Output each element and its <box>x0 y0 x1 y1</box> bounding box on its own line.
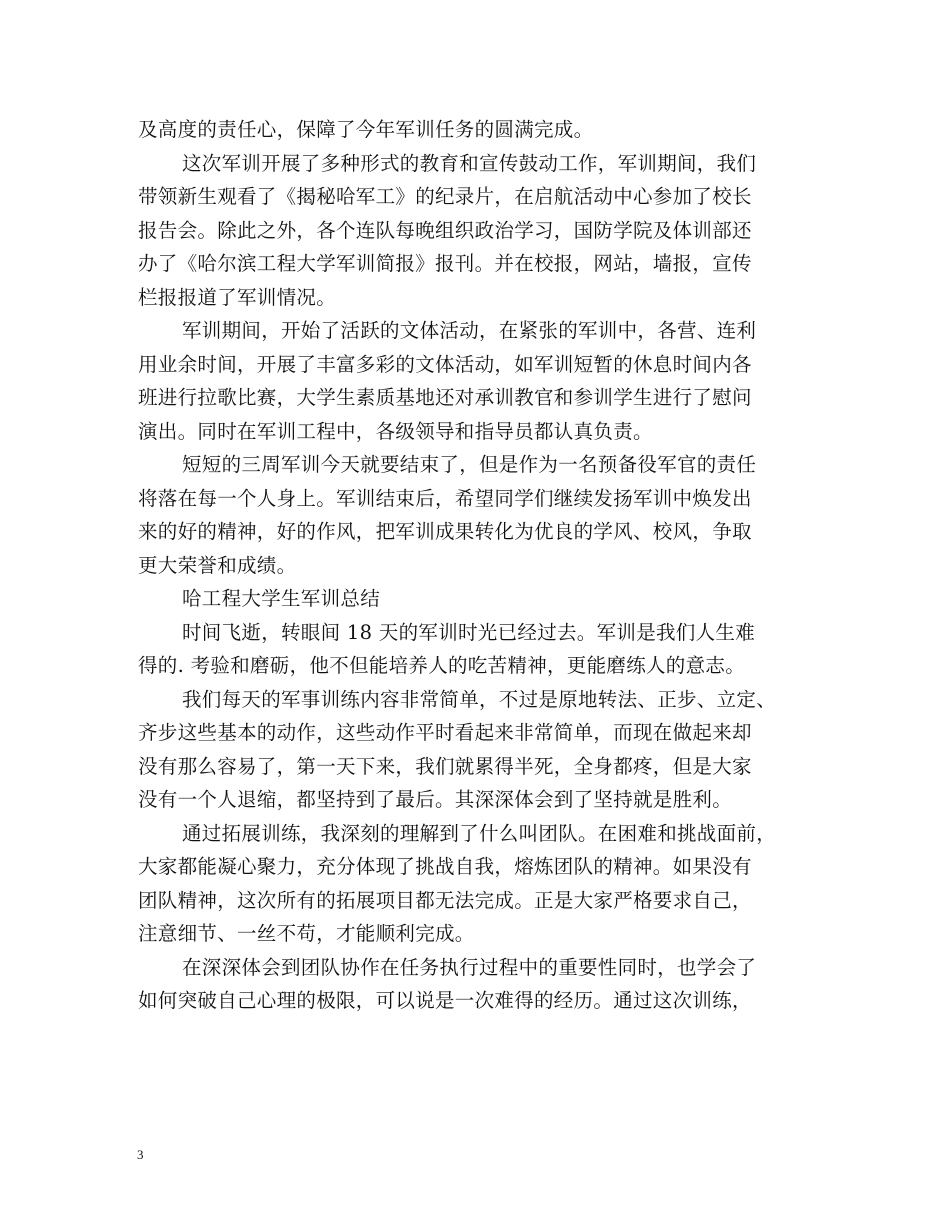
text-line: 报告会。除此之外，各个连队每晚组织政治学习，国防学院及体训部还 <box>138 218 752 242</box>
page-number: 3 <box>137 1147 144 1162</box>
text-line: 得的. 考验和磨砺，他不但能培养人的吃苦精神，更能磨练人的意志。 <box>138 654 745 677</box>
text-line: 用业余时间，开展了丰富多彩的文体活动，如军训短暂的休息时间内各 <box>138 352 752 376</box>
text-line: 齐步这些基本的动作，这些动作平时看起来非常简单，而现在做起来却 <box>138 721 752 744</box>
text-line: 短短的三周军训今天就要结束了，但是作为一名预备役军官的责任 <box>182 453 757 476</box>
text-line: 办了《哈尔滨工程大学军训简报》报刊。并在校报，网站，墙报，宣传 <box>138 252 752 275</box>
text-line: 时间飞逝，转眼间 18 天的军训时光已经过去。军训是我们人生难 <box>182 620 756 644</box>
text-line: 通过拓展训练，我深刻的理解到了什么叫团队。在困难和挑战面前， <box>182 821 777 845</box>
text-line: 来的好的精神，好的作风，把军训成果转化为优良的学风、校风，争取 <box>138 520 752 543</box>
text-line: 注意细节、一丝不苟，才能顺利完成。 <box>138 922 475 945</box>
text-line: 没有那么容易了，第一天下来，我们就累得半死，全身都疼，但是大家 <box>138 754 752 778</box>
text-line: 这次军训开展了多种形式的教育和宣传鼓动工作，军训期间，我们 <box>182 151 757 175</box>
text-line: 栏报报道了军训情况。 <box>138 285 337 309</box>
text-line: 在深深体会到团队协作在任务执行过程中的重要性同时，也学会了 <box>182 955 757 979</box>
text-line: 如何突破自己心理的极限，可以说是一次难得的经历。通过这次训练， <box>138 989 752 1012</box>
text-line: 我们每天的军事训练内容非常简单，不过是原地转法、正步、立定、 <box>182 687 777 711</box>
body-text <box>138 113 818 1018</box>
text-line: 及高度的责任心，保障了今年军训任务的圆满完成。 <box>138 118 594 141</box>
text-line: 演出。同时在军训工程中，各级领导和指导员都认真负责。 <box>138 419 653 443</box>
text-line: 将落在每一个人身上。军训结束后，希望同学们继续发扬军训中焕发出 <box>138 486 752 510</box>
text-line: 带领新生观看了《揭秘哈军工》的纪录片，在启航活动中心参加了校长 <box>138 185 752 208</box>
text-line: 团队精神，这次所有的拓展项目都无法完成。正是大家严格要求自己， <box>138 888 752 912</box>
text-line: 更大荣誉和成绩。 <box>138 553 297 577</box>
text-line: 大家都能凝心聚力，充分体现了挑战自我，熔炼团队的精神。如果没有 <box>138 855 752 878</box>
text-line: 哈工程大学生军训总结 <box>182 587 381 610</box>
text-line: 没有一个人退缩，都坚持到了最后。其深深体会到了坚持就是胜利。 <box>138 788 733 811</box>
text-line: 军训期间，开始了活跃的文体活动，在紧张的军训中，各营、连利 <box>182 319 757 342</box>
text-line: 班进行拉歌比赛，大学生素质基地还对承训教官和参训学生进行了慰问 <box>138 386 752 409</box>
